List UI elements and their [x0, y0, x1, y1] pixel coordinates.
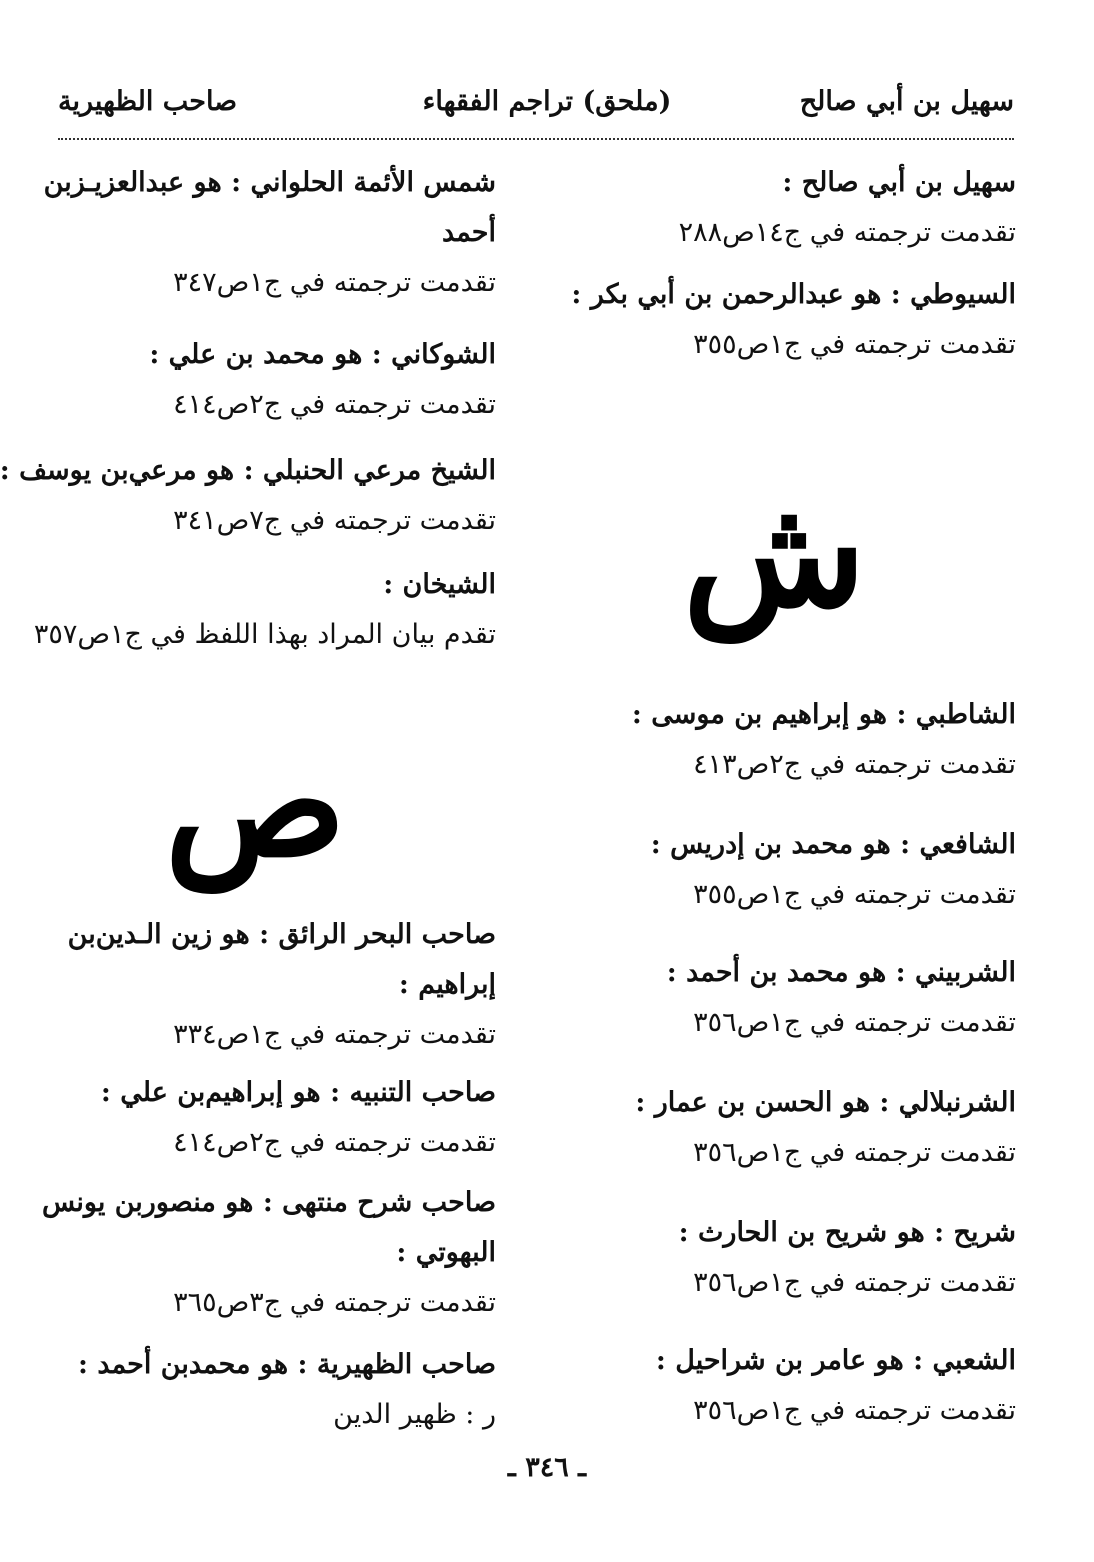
- entry-shawkani: [46, 330, 496, 430]
- header-entry-last: صاحب الظهيرية: [58, 86, 238, 117]
- entry-reference: تقدمت ترجمته في ج١ص٣٥٦: [693, 1137, 1016, 1168]
- entry-reference: تقدمت ترجمته في ج١ص٣٥٦: [693, 1007, 1016, 1038]
- entry-name: الشوكاني : هو محمد بن علي :: [149, 339, 496, 370]
- entry-name: السيوطي : هو عبدالرحمن بن أبي بكر :: [571, 279, 1016, 310]
- entry-zahiriyya: [46, 1340, 496, 1440]
- entry-shafii: [596, 820, 1016, 920]
- entry-reference: تقدمت ترجمته في ج٢ص٤١٤: [173, 389, 496, 420]
- entry-name: الشاطبي : هو إبراهيم بن موسى :: [631, 699, 1016, 730]
- entry-shurayh: [596, 1208, 1016, 1308]
- entry-shurunbulali: [596, 1078, 1016, 1178]
- entry-reference: تقدمت ترجمته في ج١ص٣٤٧: [173, 267, 496, 298]
- entry-reference: تقدمت ترجمته في ج١ص٣٥٦: [693, 1267, 1016, 1298]
- page-number: ـ ٣٤٦ ـ: [507, 1452, 587, 1483]
- entry-name: صاحب البحر الرائق : هو زين الـدين‌بن: [67, 919, 496, 950]
- entry-shaykhan: [33, 560, 496, 660]
- entry-bahr-raiq: [46, 910, 496, 1060]
- entry-cross-reference: ر : ظهير الدين: [333, 1399, 496, 1430]
- entry-halwani: [43, 158, 496, 308]
- entry-reference: تقدمت ترجمته في ج١ص٣٣٤: [173, 1019, 496, 1050]
- entry-reference: تقدمت ترجمته في ج١ص٣٥٥: [693, 329, 1016, 360]
- entry-name: الشافعي : هو محمد بن إدريس :: [650, 829, 1016, 860]
- entry-reference: تقدمت ترجمته في ج٢ص٤١٤: [173, 1127, 496, 1158]
- entry-name: الشعبي : هو عامر بن شراحيل :: [655, 1345, 1016, 1376]
- entry-name: صاحب الظهيرية : هو محمدبن أحمد :: [78, 1349, 496, 1380]
- entry-reference: تقدمت ترجمته في ج١ص٣٥٦: [693, 1395, 1016, 1426]
- entry-name-continued: أحمد: [442, 217, 496, 248]
- entry-name: الشيخ مرعي الحنبلي : هو مرعي‌بن يوسف :: [0, 455, 496, 486]
- entry-suyuti: [571, 270, 1016, 370]
- entry-marai-hanbali: [0, 446, 496, 546]
- entry-name: سهيل بن أبي صالح :: [782, 167, 1016, 198]
- header-dotted-rule: [58, 138, 1014, 140]
- entry-shatibi: [596, 690, 1016, 790]
- entry-name: الشربيني : هو محمد بن أحمد :: [666, 957, 1016, 988]
- section-letter-sad: ص: [164, 715, 346, 891]
- entry-reference: تقدمت ترجمته في ج٣ص٣٦٥: [173, 1287, 496, 1318]
- entry-tanbih: [46, 1068, 496, 1168]
- entry-name: شريح : هو شريح بن الحارث :: [678, 1217, 1016, 1248]
- entry-reference: تقدمت ترجمته في ج٢ص٤١٣: [693, 749, 1016, 780]
- entry-shabi: [596, 1336, 1016, 1436]
- header-title: (ملحق) تراجم الفقهاء: [422, 86, 672, 117]
- entry-reference: تقدمت ترجمته في ج١٤ص٢٨٨: [678, 217, 1016, 248]
- entry-reference: تقدمت ترجمته في ج١ص٣٥٥: [693, 879, 1016, 910]
- entry-name: شمس الأئمة الحلواني : هو عبدالعزيـزبن: [43, 167, 496, 198]
- entry-shirbini: [596, 948, 1016, 1048]
- entry-reference: تقدمت ترجمته في ج٧ص٣٤١: [173, 505, 496, 536]
- entry-name: صاحب شرح منتهى : هو منصوربن يونس: [41, 1187, 496, 1218]
- entry-name: صاحب التنبيه : هو إبراهيم‌بن علي :: [100, 1077, 496, 1108]
- entry-name-continued: البهوتي :: [396, 1237, 496, 1268]
- header-entry-first: سهيل بن أبي صالح: [799, 86, 1014, 117]
- entry-suhayl: [596, 158, 1016, 258]
- section-letter-shin: ش: [682, 465, 866, 641]
- entry-name: الشرنبلالي : هو الحسن بن عمار :: [635, 1087, 1016, 1118]
- entry-sharh-muntaha: [41, 1178, 496, 1328]
- entry-reference: تقدم بيان المراد بهذا اللفظ في ج١ص٣٥٧: [33, 619, 496, 650]
- entry-name-continued: إبراهيم :: [398, 969, 496, 1000]
- entry-name: الشيخان :: [383, 569, 496, 600]
